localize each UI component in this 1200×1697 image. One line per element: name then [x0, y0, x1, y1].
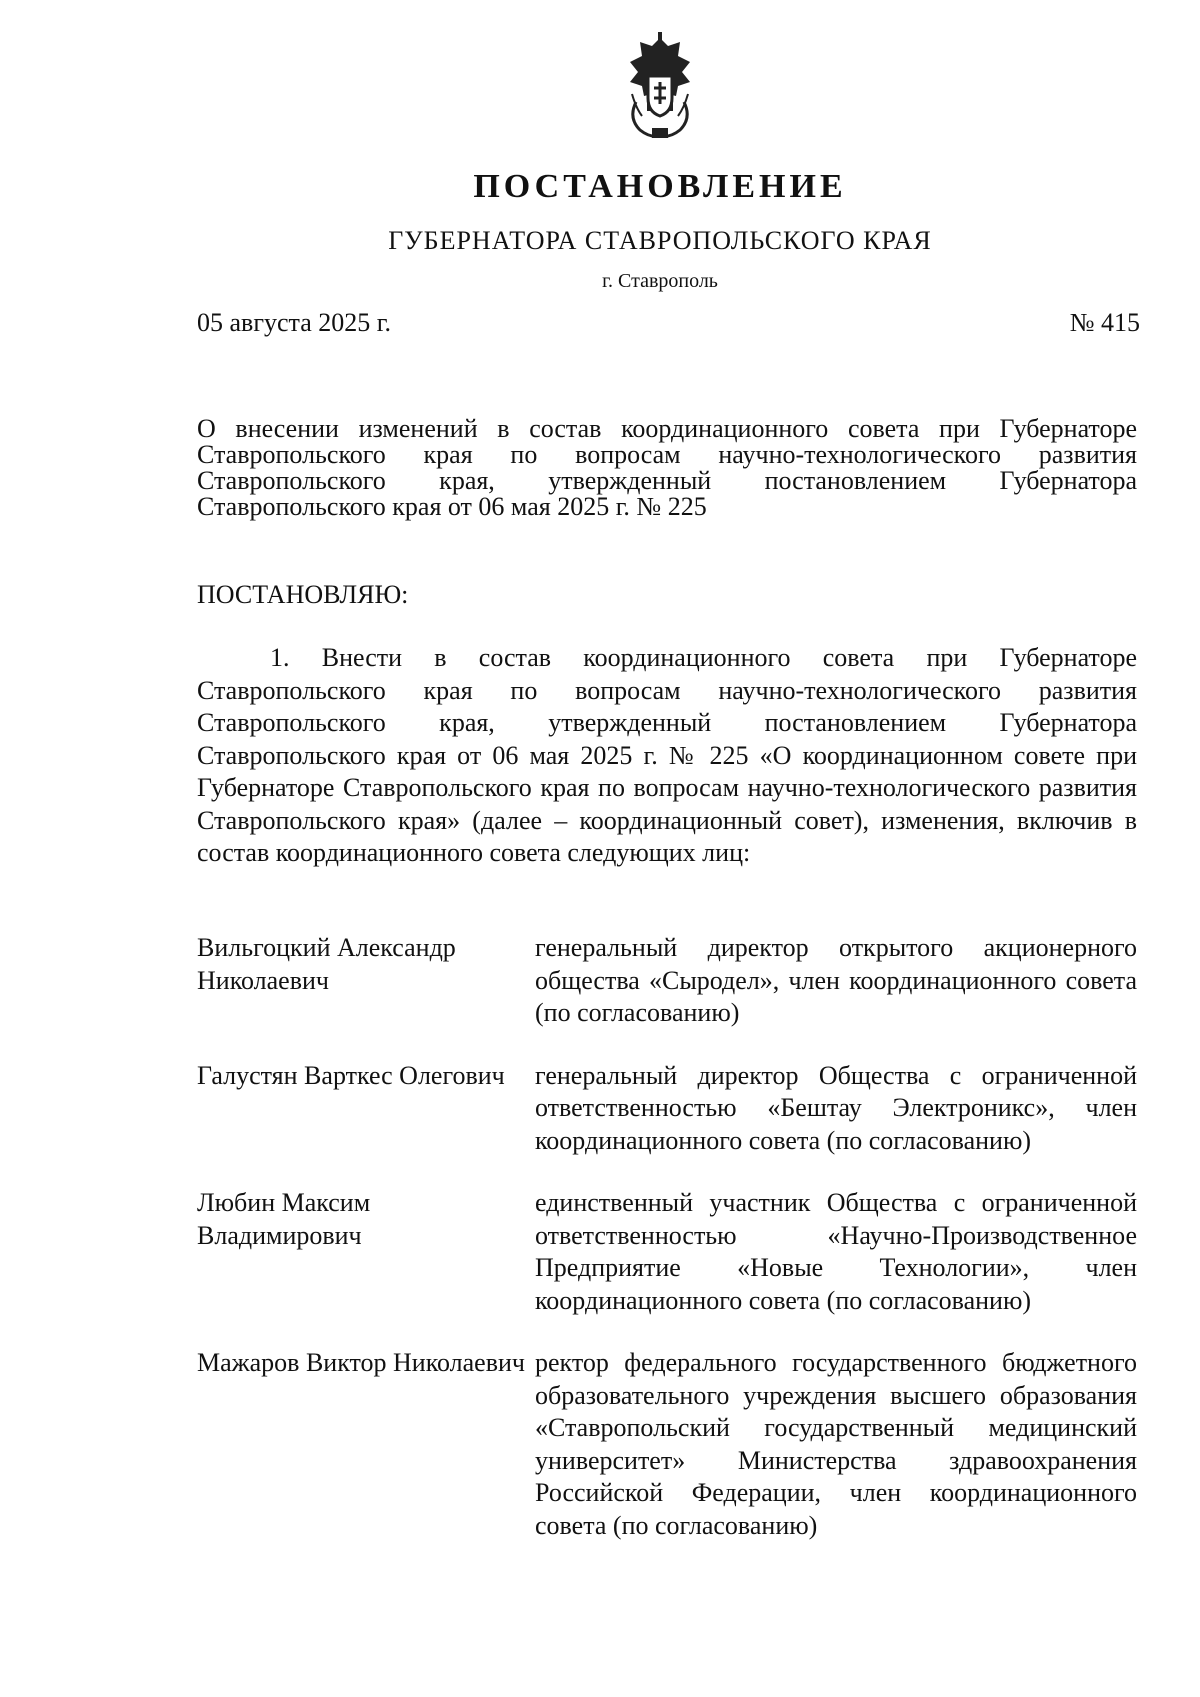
member-name: Галустян Варткес Олегович: [197, 1060, 505, 1090]
member-description: единственный участник Общества с ограниченной ответственностью «Научно-Производственное Предприятие «Новые Технологии», член координационного совета (по согласованию): [535, 1188, 1137, 1315]
member-description: генеральный директор Общества с ограниченной ответственностью «Бештау Электроникс», член координационного совета (по согласованию): [535, 1060, 1137, 1155]
member-description: генеральный директор открытого акционерного общества «Сыродел», член координационного совета (по согласованию): [535, 933, 1137, 1027]
member-name: Любин Максим Владимирович: [197, 1188, 371, 1250]
document-date: 05 августа 2025 г.: [197, 308, 391, 337]
member-name: Мажаров Виктор Николаевич: [197, 1348, 525, 1377]
member-description: ректор федерального государственного бюджетного образовательного учреждения высшего образования «Ставропольский государственный медицинский университет» Министерства здравоохранения Российской Федерации, член координационного совета (по согласованию): [535, 1348, 1137, 1540]
member-name: Вильгоцкий Александр Николаевич: [197, 933, 456, 995]
paragraph-1: 1. Внести в состав координационного совета при Губернаторе Ставропольского края по вопросам научно-технологического развития Ставропольского края, утвержденный постановлением Губернатора Ставропольского края от 06 мая 2025 г. № 225 «О координационном совете при Губернаторе Ставропольского края по вопросам научно-технологического развития Ставропольского края» (далее – координационный совет), изменения, включив в состав координационного совета следующих лиц:: [197, 643, 1137, 867]
member-row: [197, 1060, 1137, 1158]
decree-word: ПОСТАНОВЛЯЮ:: [197, 580, 409, 609]
members-list: [197, 932, 1137, 1572]
member-row: [197, 1187, 1137, 1317]
document-city: г. Ставрополь: [602, 270, 718, 292]
member-row: [197, 1347, 1137, 1542]
document-number: № 415: [1069, 308, 1140, 337]
document-subject: О внесении изменений в состав координационного совета при Губернаторе Ставропольского края по вопросам научно-технологического развития Ставропольского края, утвержденный постановлением Губернатора Ставропольского края от 06 мая 2025 г. № 225: [197, 414, 1137, 521]
coat-of-arms-icon: [618, 32, 702, 142]
document-title: ПОСТАНОВЛЕНИЕ: [473, 168, 847, 205]
member-row: [197, 932, 1137, 1030]
document-issuer: ГУБЕРНАТОРА СТАВРОПОЛЬСКОГО КРАЯ: [388, 226, 932, 255]
